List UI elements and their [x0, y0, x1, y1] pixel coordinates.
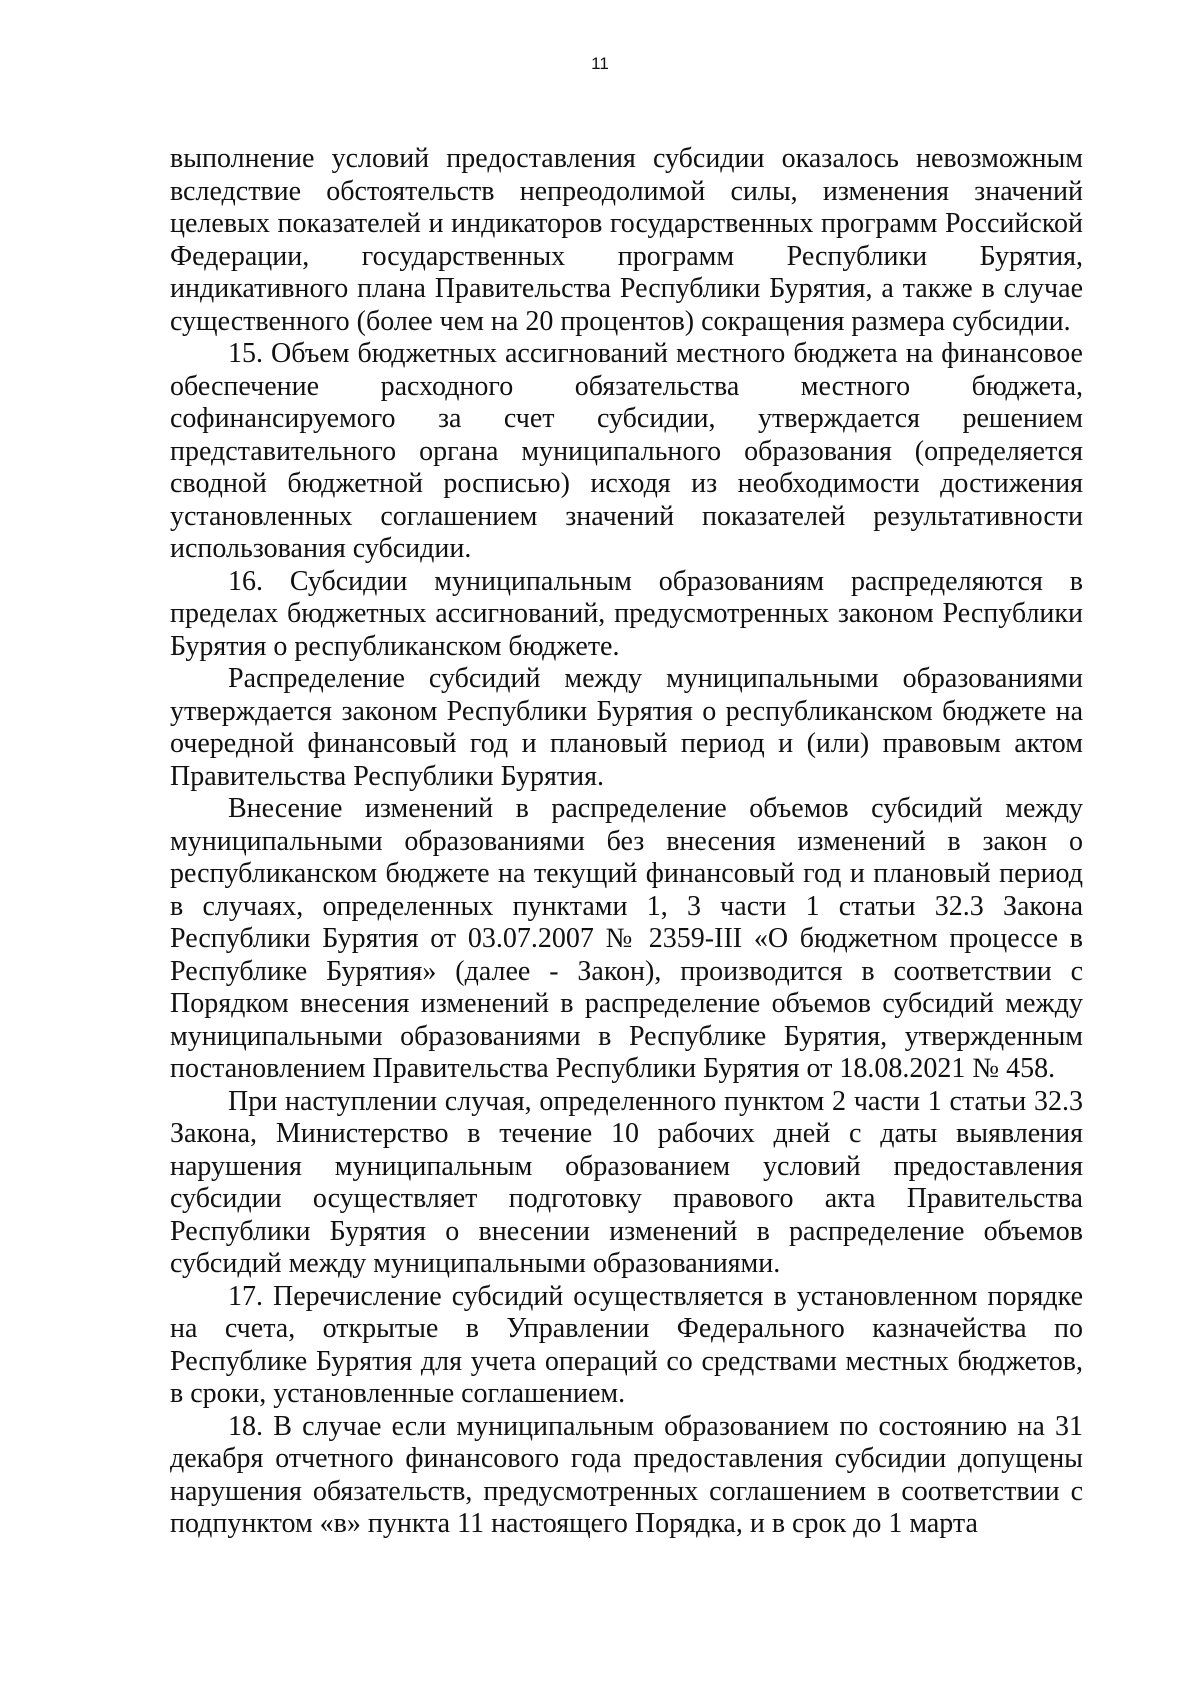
- paragraph-item-15: 15. Объем бюджетных ассигнований местного бюджета на финансовое обеспечение расходного обязательства местного бюджета, софинансируемого за счет субсидии, утверждается решением представительного органа муниципального образования (определяется сводной бюджетной росписью) исходя из необходимости достижения установленных соглашением значений показателей результативности использования субсидии.: [170, 338, 1083, 564]
- document-body: [170, 143, 1083, 1541]
- paragraph-distribution: Распределение субсидий между муниципальными образованиями утверждается законом Республики Бурятия о республиканском бюджете на очередной финансовый год и плановый период и (или) правовым актом Правительства Республики Бурятия.: [170, 663, 1083, 792]
- paragraph-item-16: 16. Субсидии муниципальным образованиям распределяются в пределах бюджетных ассигнований, предусмотренных законом Республики Бурятия о республиканском бюджете.: [170, 565, 1083, 662]
- paragraph-amendments: Внесение изменений в распределение объемов субсидий между муниципальными образованиями без внесения изменений в закон о республиканском бюджете на текущий финансовый год и плановый период в случаях, определенных пунктами 1, 3 части 1 статьи 32.3 Закона Республики Бурятия от 03.07.2007 № 2359-III «О бюджетном процессе в Республике Бурятия» (далее - Закон), производится в соответствии с Порядком внесения изменений в распределение объемов субсидий между муниципальными образованиями в Республике Бурятия, утвержденным постановлением Правительства Республики Бурятия от 18.08.2021 № 458.: [170, 793, 1083, 1084]
- page-number: 11: [591, 54, 609, 73]
- paragraph-item-18: 18. В случае если муниципальным образованием по состоянию на 31 декабря отчетного финансового года предоставления субсидии допущены нарушения обязательств, предусмотренных соглашением в соответствии с подпунктом «в» пункта 11 настоящего Порядка, и в срок до 1 марта: [170, 1410, 1083, 1539]
- paragraph-violation-case: При наступлении случая, определенного пунктом 2 части 1 статьи 32.3 Закона, Министерство в течение 10 рабочих дней с даты выявления нарушения муниципальным образованием условий предоставления субсидии осуществляет подготовку правового акта Правительства Республики Бурятия о внесении изменений в распределение объемов субсидий между муниципальными образованиями.: [170, 1085, 1083, 1279]
- paragraph-item-17: 17. Перечисление субсидий осуществляется в установленном порядке на счета, открытые в Управлении Федерального казначейства по Республике Бурятия для учета операций со средствами местных бюджетов, в сроки, установленные соглашением.: [170, 1280, 1083, 1409]
- paragraph-continuation: выполнение условий предоставления субсидии оказалось невозможным вследствие обстоятельств непреодолимой силы, изменения значений целевых показателей и индикаторов государственных программ Российской Федерации, государственных программ Республики Бурятия, индикативного плана Правительства Республики Бурятия, а также в случае существенного (более чем на 20 процентов) сокращения размера субсидии.: [170, 143, 1083, 337]
